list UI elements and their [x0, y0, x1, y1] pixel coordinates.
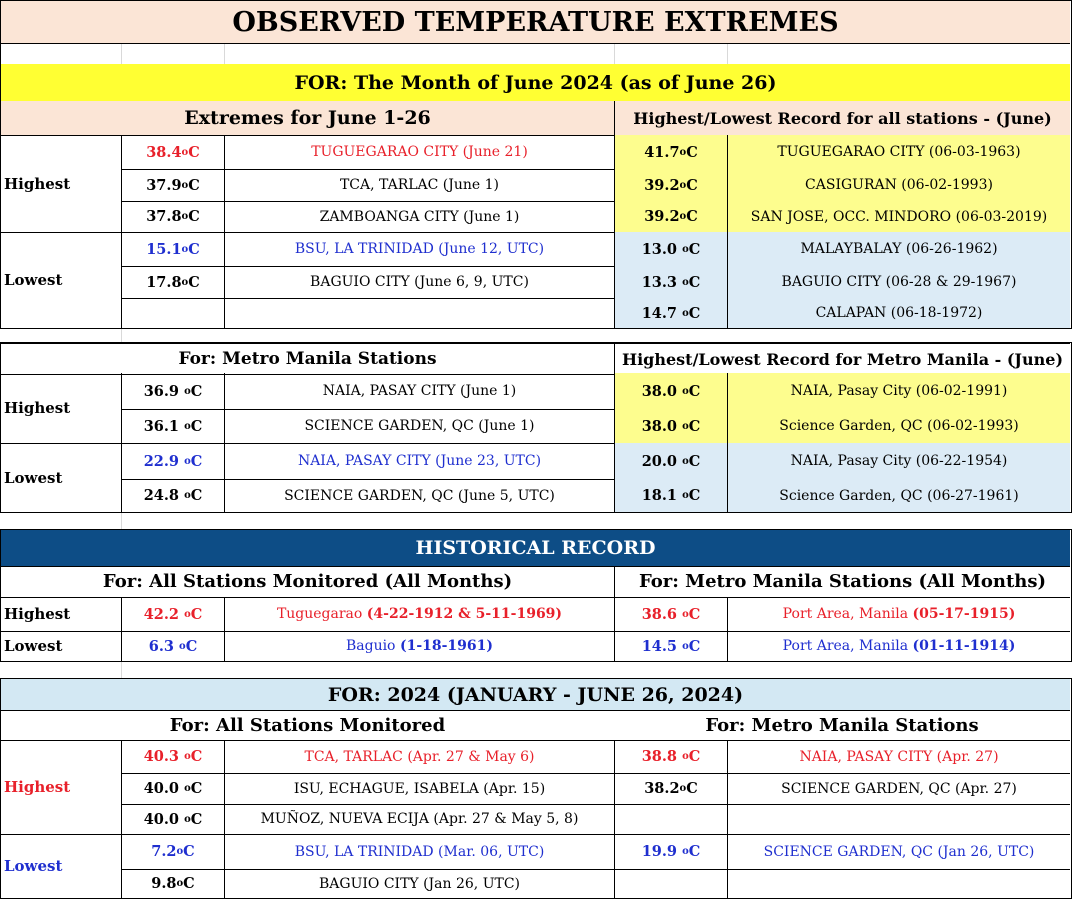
historical-title: HISTORICAL RECORD [415, 537, 656, 559]
record-station: SAN JOSE, OCC. MINDORO (06-03-2019) [727, 201, 1070, 232]
table-row [121, 479, 1070, 512]
june-left-header: Extremes for June 1-26 [184, 107, 431, 129]
table-row [121, 298, 1070, 328]
station-name: Baguio (1-18-1961) [224, 631, 614, 661]
record-temp: 13.0 o C [614, 232, 727, 266]
historical-left-header: For: All Stations Monitored (All Months) [102, 571, 513, 592]
station-name: TCA, TARLAC (Apr. 27 & May 6) [224, 740, 614, 773]
record-station: NAIA, Pasay City (06-02-1991) [727, 373, 1070, 409]
temp-value: 7.2 o C [121, 834, 224, 869]
record-station: BAGUIO CITY (06-28 & 29-1967) [727, 266, 1070, 298]
temp-value: 36.9 o C [121, 373, 224, 409]
temp-value: 38.4 o C [121, 135, 224, 169]
station-name: TUGUEGARAO CITY (June 21) [224, 135, 614, 169]
temp-value: 9.8 o C [121, 869, 224, 898]
record-station: SCIENCE GARDEN, QC (Jan 26, UTC) [727, 834, 1070, 869]
record-temp: 38.2 o C [614, 773, 727, 804]
temp-value: 40.3 o C [121, 740, 224, 773]
table-row [121, 135, 1070, 170]
table-row [121, 773, 1070, 805]
table-row [121, 804, 1070, 834]
year-lowest-label: Lowest [4, 857, 63, 875]
record-temp: 38.8 o C [614, 740, 727, 773]
table-row [1, 597, 1070, 632]
table-row [1, 631, 1070, 661]
june-right-header: Highest/Lowest Record for all stations - (June) [614, 101, 1070, 135]
temp-value: 37.9 o C [121, 169, 224, 201]
historical-highest-label: Highest [4, 605, 71, 623]
record-temp: 18.1 o C [614, 479, 727, 512]
station-name: SCIENCE GARDEN, QC (June 5, UTC) [224, 479, 614, 512]
record-station: Science Garden, QC (06-27-1961) [727, 479, 1070, 512]
year-header-row [1, 710, 1070, 741]
station-name: BSU, LA TRINIDAD (June 12, UTC) [224, 232, 614, 266]
historical-right-header: For: Metro Manila Stations (All Months) [614, 566, 1070, 597]
station-name: MUÑOZ, NUEVA ECIJA (Apr. 27 & May 5, 8) [224, 804, 614, 834]
year-left-header: For: All Stations Monitored [169, 714, 446, 736]
record-temp: 39.2 o C [614, 201, 727, 232]
month-banner-row [1, 64, 1070, 102]
record-station: NAIA, Pasay City (06-22-1954) [727, 443, 1070, 479]
station-name: ISU, ECHAGUE, ISABELA (Apr. 15) [224, 773, 614, 804]
station-name: SCIENCE GARDEN, QC (June 1) [224, 409, 614, 443]
month-banner: FOR: The Month of June 2024 (as of June 26) [294, 71, 777, 94]
record-station: TUGUEGARAO CITY (06-03-1963) [727, 135, 1070, 169]
temp-value: 40.0 o C [121, 804, 224, 834]
record-temp: 19.9 o C [614, 834, 727, 869]
table-row [121, 409, 1070, 443]
record-station: Port Area, Manila (01-11-1914) [727, 631, 1070, 661]
title-row [1, 1, 1070, 44]
record-station: SCIENCE GARDEN, QC (Apr. 27) [727, 773, 1070, 804]
table-row [121, 740, 1070, 774]
temp-value: 22.9 o C [121, 443, 224, 479]
station-name-empty [224, 298, 614, 328]
table-row [121, 201, 1070, 232]
station-name: BAGUIO CITY (June 6, 9, UTC) [224, 266, 614, 298]
record-temp: 38.0 o C [614, 409, 727, 443]
temp-value: 17.8 o C [121, 266, 224, 298]
table-row [121, 169, 1070, 202]
station-name: Tuguegarao (4-22-1912 & 5-11-1969) [224, 597, 614, 631]
station-name: TCA, TARLAC (June 1) [224, 169, 614, 201]
record-station: CALAPAN (06-18-1972) [727, 298, 1070, 328]
temp-value: 24.8 o C [121, 479, 224, 512]
temp-value: 37.8 o C [121, 201, 224, 232]
table-row [121, 869, 1070, 898]
record-temp: 20.0 o C [614, 443, 727, 479]
record-station: CASIGURAN (06-02-1993) [727, 169, 1070, 201]
temp-value-empty [121, 298, 224, 328]
june-highest-label: Highest [4, 174, 71, 193]
record-temp: 13.3 o C [614, 266, 727, 298]
record-station-empty [727, 869, 1070, 898]
metro-header-row [1, 343, 1070, 375]
page-title: OBSERVED TEMPERATURE EXTREMES [232, 6, 839, 38]
record-temp-empty [614, 869, 727, 898]
table-row [121, 373, 1070, 410]
june-header-row [1, 101, 1070, 136]
record-station: MALAYBALAY (06-26-1962) [727, 232, 1070, 266]
temp-value: 15.1 o C [121, 232, 224, 266]
table-row [121, 834, 1070, 870]
metro-lowest-label: Lowest [4, 468, 63, 487]
metro-left-header: For: Metro Manila Stations [178, 349, 437, 369]
metro-right-header: Highest/Lowest Record for Metro Manila - (June) [614, 344, 1070, 374]
table-row [121, 266, 1070, 299]
record-station: Science Garden, QC (06-02-1993) [727, 409, 1070, 443]
metro-highest-label: Highest [4, 399, 71, 417]
june-lowest-label: Lowest [4, 271, 63, 289]
record-temp: 38.0 o C [614, 373, 727, 409]
temp-value: 36.1 o C [121, 409, 224, 443]
station-name: BSU, LA TRINIDAD (Mar. 06, UTC) [224, 834, 614, 869]
temp-value: 42.2 o C [121, 597, 224, 631]
station-name: BAGUIO CITY (Jan 26, UTC) [224, 869, 614, 898]
historical-lowest-label: Lowest [4, 637, 63, 655]
record-temp: 14.5 o C [614, 631, 727, 661]
historical-header-row [1, 566, 1070, 598]
station-name: NAIA, PASAY CITY (June 23, UTC) [224, 443, 614, 479]
year-banner: FOR: 2024 (JANUARY - JUNE 26, 2024) [327, 683, 744, 706]
record-temp: 38.6 o C [614, 597, 727, 631]
table-row [121, 443, 1070, 480]
record-temp: 14.7 o C [614, 298, 727, 328]
year-highest-label: Highest [4, 778, 71, 796]
record-temp: 39.2 o C [614, 169, 727, 201]
historical-title-row [1, 530, 1070, 567]
year-right-header: For: Metro Manila Stations [705, 714, 979, 736]
record-station: Port Area, Manila (05-17-1915) [727, 597, 1070, 631]
spacer-row [1, 43, 1070, 65]
table-row [121, 232, 1070, 267]
station-name: NAIA, PASAY CITY (June 1) [224, 373, 614, 409]
temp-value: 6.3 o C [121, 631, 224, 661]
station-name: ZAMBOANGA CITY (June 1) [224, 201, 614, 232]
record-temp-empty [614, 804, 727, 834]
record-temp: 41.7 o C [614, 135, 727, 169]
record-station: NAIA, PASAY CITY (Apr. 27) [727, 740, 1070, 773]
year-banner-row [1, 679, 1070, 711]
record-station-empty [727, 804, 1070, 834]
temp-value: 40.0 o C [121, 773, 224, 804]
